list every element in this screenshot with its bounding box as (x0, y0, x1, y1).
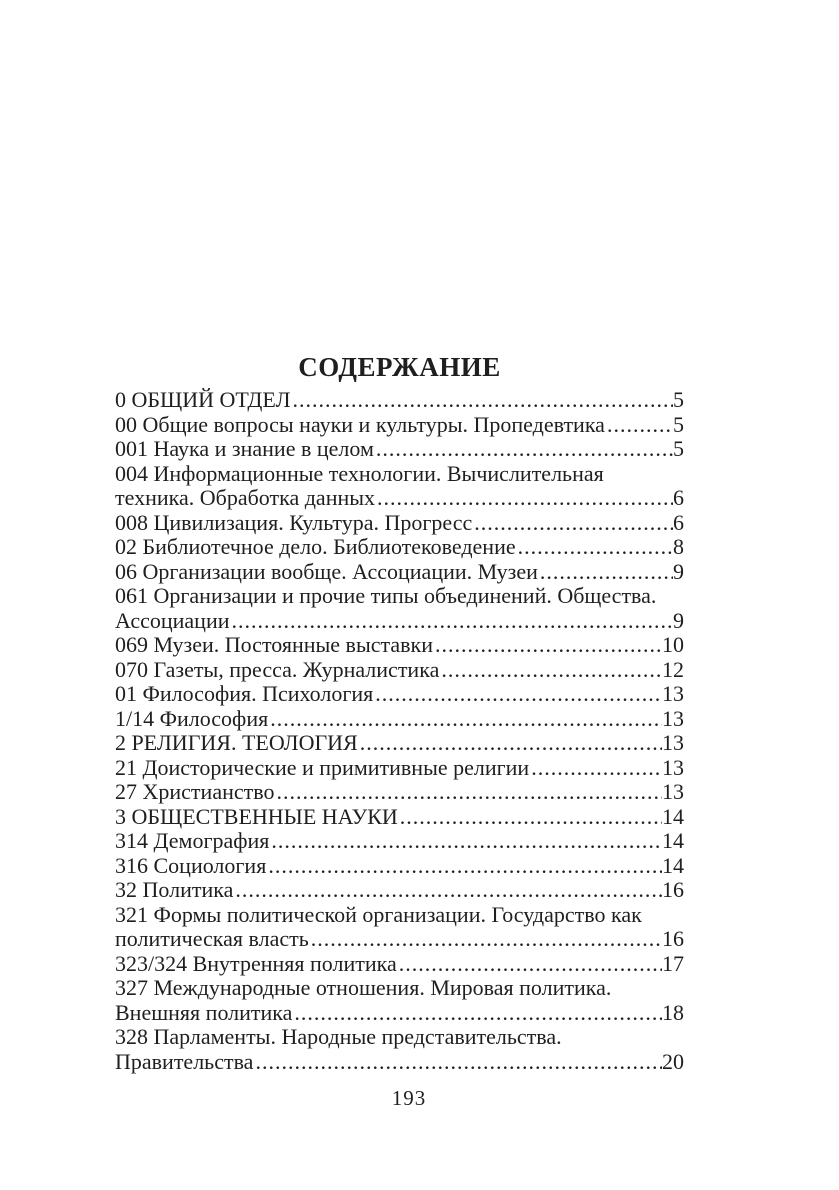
toc-entry-text: техника. Обработка данных (115, 485, 376, 510)
toc-row (115, 878, 684, 903)
toc-entry-text: 316 Социология (115, 852, 267, 878)
toc-leader-dots (271, 829, 662, 854)
toc-row (115, 1050, 684, 1075)
toc-row (115, 633, 684, 658)
toc-row (115, 829, 684, 854)
toc-page-number: 13 (662, 754, 684, 780)
toc-entry-text: 01 Философия. Психология (115, 681, 374, 706)
toc-page-number: 13 (662, 779, 684, 804)
toc-page-number: 17 (662, 950, 684, 976)
toc-page-number: 12 (662, 656, 684, 682)
toc-entry-text: 001 Наука и знание в целом (115, 436, 374, 461)
page-title: СОДЕРЖАНИЕ (298, 352, 501, 383)
toc-page-number: 10 (662, 632, 684, 657)
toc-row (115, 658, 684, 683)
toc-page-number: 5 (673, 411, 684, 437)
toc-entry-text: Правительства (115, 1048, 254, 1074)
toc-page-number: 13 (662, 705, 684, 731)
toc-row (115, 388, 684, 413)
toc-leader-dots (531, 756, 662, 781)
toc-leader-dots (540, 560, 673, 585)
toc-row (115, 511, 684, 536)
toc-page-number: 9 (673, 607, 684, 633)
toc-page-number: 16 (662, 877, 684, 902)
toc-page-number: 20 (662, 1048, 684, 1074)
toc-leader-dots (255, 1050, 662, 1075)
toc-page-number: 16 (662, 926, 684, 951)
toc-entry-text: политическая власть (115, 926, 309, 951)
toc-list (115, 388, 684, 1074)
toc-entry-text: 27 Христианство (115, 779, 275, 804)
toc-row (115, 609, 684, 634)
toc-row (115, 927, 684, 952)
toc-leader-dots (474, 511, 673, 536)
toc-page-number: 6 (673, 485, 684, 510)
toc-row (115, 462, 684, 487)
toc-leader-dots (235, 878, 662, 903)
toc-entry-text: 00 Общие вопросы науки и культуры. Пропедевтика (115, 411, 605, 437)
toc-row (115, 756, 684, 781)
toc-entry-text: Ассоциации (115, 607, 230, 633)
toc-row (115, 976, 684, 1001)
toc-page-number: 14 (662, 852, 684, 878)
toc-row (115, 486, 684, 511)
toc-page-number: 5 (673, 436, 684, 461)
toc-row (115, 682, 684, 707)
folio-page-number: 193 (391, 1086, 427, 1110)
toc-entry-text: 008 Цивилизация. Культура. Прогресс (115, 509, 473, 535)
toc-entry-text: 070 Газеты, пресса. Журналистика (115, 656, 440, 682)
toc-entry-text: 327 Международные отношения. Мировая политика. (115, 975, 612, 1000)
toc-entry-text: 069 Музеи. Постоянные выставки (115, 632, 433, 657)
toc-leader-dots (399, 952, 662, 977)
toc-entry-text: 004 Информационные технологии. Вычислительная (115, 460, 604, 486)
toc-leader-dots (294, 1001, 662, 1026)
toc-entry-text: 21 Доисторические и примитивные религии (115, 754, 530, 780)
toc-leader-dots (441, 658, 662, 683)
toc-page-number: 6 (673, 509, 684, 535)
toc-entry-text: 06 Организации вообще. Ассоциации. Музеи (115, 558, 538, 584)
toc-page-number: 13 (662, 730, 684, 755)
toc-row (115, 854, 684, 879)
toc-leader-dots (400, 805, 662, 830)
toc-entry-text: 1/14 Философия (115, 705, 269, 731)
toc-row (115, 413, 684, 438)
toc-leader-dots (270, 707, 662, 732)
toc-entry-text: 3 ОБЩЕСТВЕННЫЕ НАУКИ (115, 803, 398, 829)
toc-leader-dots (293, 388, 673, 413)
toc-row (115, 780, 684, 805)
toc-page-number: 18 (662, 999, 684, 1025)
toc-entry-text: 328 Парламенты. Народные представительства. (115, 1024, 562, 1049)
toc-row (115, 437, 684, 462)
toc-entry-text: 314 Демография (115, 828, 270, 853)
toc-row (115, 1001, 684, 1026)
toc-leader-dots (360, 731, 662, 756)
toc-entry-text: 2 РЕЛИГИЯ. ТЕОЛОГИЯ (115, 730, 358, 755)
toc-entry-text: 321 Формы политической организации. Государство как (115, 901, 642, 927)
toc-page-number: 9 (673, 558, 684, 584)
toc-leader-dots (607, 413, 673, 438)
toc-leader-dots (232, 609, 673, 634)
toc-row (115, 903, 684, 928)
toc-entry-text: Внешняя политика (115, 999, 293, 1025)
toc-row (115, 805, 684, 830)
toc-row (115, 535, 684, 560)
toc-row (115, 560, 684, 585)
toc-row (115, 731, 684, 756)
toc-page-number: 14 (662, 803, 684, 829)
toc-leader-dots (375, 682, 662, 707)
toc-page-number: 14 (662, 828, 684, 853)
toc-leader-dots (518, 535, 673, 560)
toc-leader-dots (268, 854, 662, 879)
toc-entry-text: 0 ОБЩИЙ ОТДЕЛ (115, 387, 291, 412)
toc-row (115, 1025, 684, 1050)
toc-page-number: 8 (673, 534, 684, 559)
toc-leader-dots (311, 927, 662, 952)
toc-leader-dots (377, 486, 673, 511)
toc-row (115, 584, 684, 609)
toc-page-number: 13 (662, 681, 684, 706)
toc-entry-text: 323/324 Внутренняя политика (115, 950, 397, 976)
toc-entry-text: 02 Библиотечное дело. Библиотековедение (115, 534, 516, 559)
toc-entry-text: 32 Политика (115, 877, 234, 902)
toc-entry-text: 061 Организации и прочие типы объединений. Общества. (115, 583, 657, 608)
toc-leader-dots (276, 780, 662, 805)
toc-leader-dots (435, 633, 662, 658)
toc-row (115, 707, 684, 732)
toc-row (115, 952, 684, 977)
toc-leader-dots (376, 437, 673, 462)
toc-page-number: 5 (673, 387, 684, 412)
